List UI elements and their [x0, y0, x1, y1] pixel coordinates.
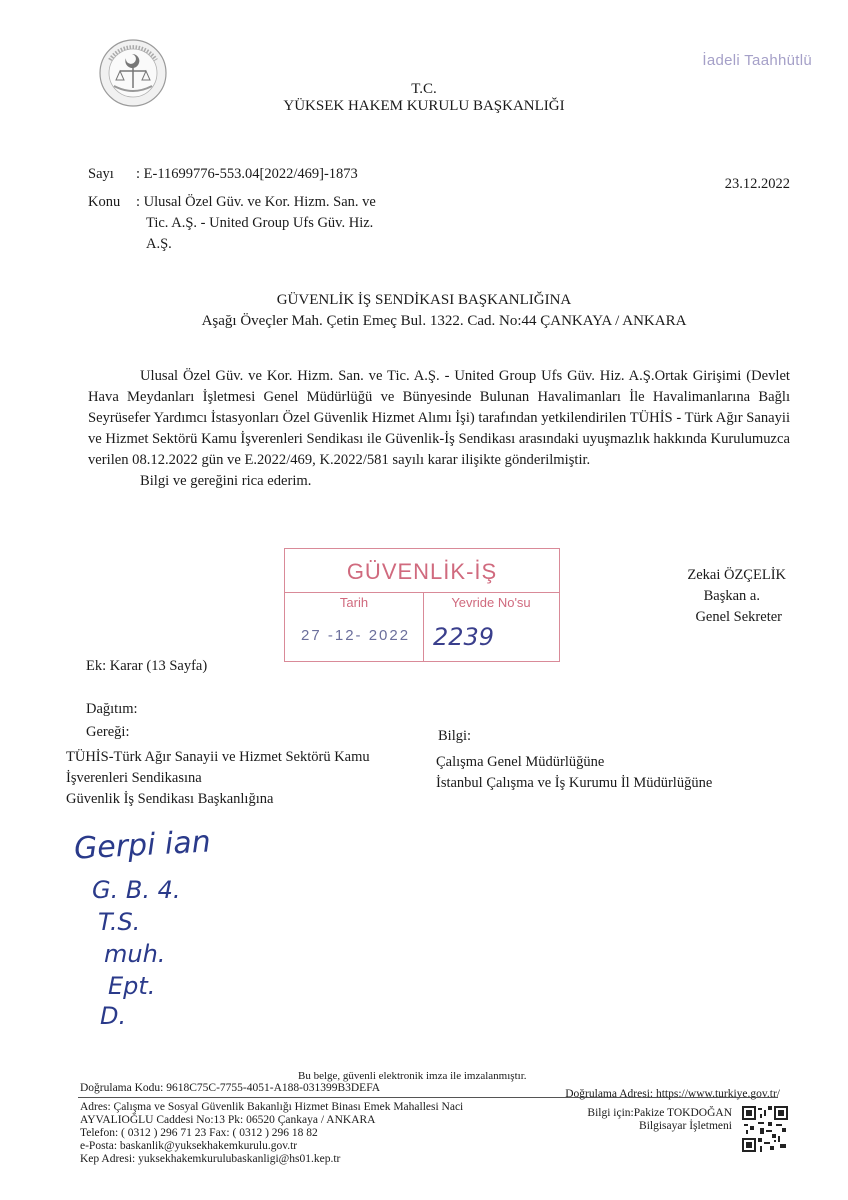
- footer-contact-role: Bilgisayar İşletmeni: [639, 1120, 732, 1132]
- konu-line-3: A.Ş.: [146, 236, 172, 252]
- handwriting-line-3: T.S.: [98, 908, 141, 936]
- geregi-item-1: TÜHİS-Türk Ağır Sanayii ve Hizmet Sektörü Kamu: [66, 749, 370, 765]
- footer-email: e-Posta: baskanlik@yuksekhakemkurulu.gov.tr: [80, 1140, 298, 1152]
- konu-line-2: Tic. A.Ş. - United Group Ufs Güv. Hiz.: [146, 215, 374, 231]
- footer-address-1: Adres: Çalışma ve Sosyal Güvenlik Bakanlığı Hizmet Binası Emek Mahallesi Naci: [80, 1101, 464, 1113]
- handwriting-line-6: D.: [100, 1002, 127, 1030]
- signatory-name: Zekai ÖZÇELİK: [687, 567, 786, 583]
- qr-code: [742, 1106, 788, 1152]
- stamp-title: GÜVENLİK-İŞ: [346, 559, 498, 584]
- handwriting-line-2: G. B. 4.: [92, 876, 181, 904]
- verification-code: Doğrulama Kodu: 9618C75C-7755-4051-A188-031399B3DEFA: [80, 1082, 381, 1094]
- footer-address-2: AYVALIOĞLU Caddesi No:13 Pk: 06520 Çankaya / ANKARA: [80, 1114, 376, 1126]
- sayi-row: [88, 164, 358, 184]
- esign-note: Bu belge, güvenli elektronik imza ile imzalanmıştır.: [298, 1070, 527, 1082]
- footer-kep: Kep Adresi: yuksekhakemkurulubaskanligi@hs01.kep.tr: [80, 1153, 341, 1165]
- registered-mail-stamp: İadeli Taahhütlü: [702, 52, 812, 69]
- konu-line-1: : Ulusal Özel Güv. ve Kor. Hizm. San. ve: [136, 194, 376, 210]
- body-paragraph: Ulusal Özel Güv. ve Kor. Hizm. San. ve Tic. A.Ş. - United Group Ufs Güv. Hiz. A.Ş.Ortak Girişimi (Devlet Hava Meydanları İşletmesi Genel Müdürlüğü ve Bünyesinde Bulunan Havalimanları İle Havalimanlarına Bağlı Seyrüsefer Yardımcı İstasyonları Özel Güvenlik Hizmet Alımı İşi) tarafından yetkilendirilen TÜHİS - Türk Ağır Sanayii ve Hizmet Sektörü Kamu İşverenleri Sendikası ile Güvenlik-İş Sendikası arasındaki uyuşmazlık hakkında Kurulumuzca verilen 08.12.2022 gün ve E.2022/469, K.2022/581 sayılı karar ilişikte gönderilmiştir.: [88, 368, 790, 468]
- stamp-date: 27 -12- 2022: [301, 627, 411, 644]
- signatory-title-2: Genel Sekreter: [695, 609, 782, 625]
- verification-address: Doğrulama Adresi: https://www.turkiye.gov.tr/: [565, 1088, 780, 1100]
- handwriting-line-1: Gerpi ian: [73, 824, 212, 867]
- footer-divider: [78, 1097, 778, 1098]
- geregi-item-3: Güvenlik İş Sendikası Başkanlığına: [66, 791, 274, 807]
- geregi-item-2: İşverenleri Sendikasına: [66, 770, 202, 786]
- attachment: Ek: Karar (13 Sayfa): [86, 658, 208, 674]
- recipient-address: Aşağı Öveçler Mah. Çetin Emeç Bul. 1322. Cad. No:44 ÇANKAYA / ANKARA: [201, 313, 687, 329]
- handwriting-line-5: Ept.: [108, 972, 156, 1000]
- stamp-number: 2239: [433, 623, 495, 651]
- handwriting-line-4: muh.: [104, 940, 166, 968]
- footer-contact: Bilgi için:Pakize TOKDOĞAN: [587, 1107, 732, 1119]
- body-text: [88, 366, 790, 492]
- stamp-date-label: Tarih: [339, 595, 369, 610]
- bilgi-item-2: İstanbul Çalışma ve İş Kurumu İl Müdürlüğüne: [436, 775, 713, 791]
- footer-phone: Telefon: ( 0312 ) 296 71 23 Fax: ( 0312 ) 296 18 82: [80, 1127, 318, 1139]
- header-institution: YÜKSEK HAKEM KURULU BAŞKANLIĞI: [283, 98, 565, 114]
- bilgi-label: Bilgi:: [438, 728, 472, 744]
- body-closing: Bilgi ve gereğini rica ederim.: [140, 473, 312, 489]
- geregi-label: Gereği:: [86, 724, 130, 740]
- bilgi-item-1: Çalışma Genel Müdürlüğüne: [436, 754, 605, 770]
- document-date: 23.12.2022: [724, 176, 790, 192]
- sayi-value: : E-11699776-553.04[2022/469]-1873: [136, 166, 358, 182]
- recipient-title: GÜVENLİK İŞ SENDİKASI BAŞKANLIĞINA: [276, 292, 572, 308]
- distribution-label: Dağıtım:: [86, 701, 138, 717]
- signatory-title-1: Başkan a.: [703, 588, 760, 604]
- konu-label: Konu: [88, 194, 121, 210]
- sayi-label: Sayı: [88, 166, 114, 182]
- header-tc: T.C.: [411, 81, 437, 97]
- stamp-number-label: Yevride No'su: [451, 595, 531, 610]
